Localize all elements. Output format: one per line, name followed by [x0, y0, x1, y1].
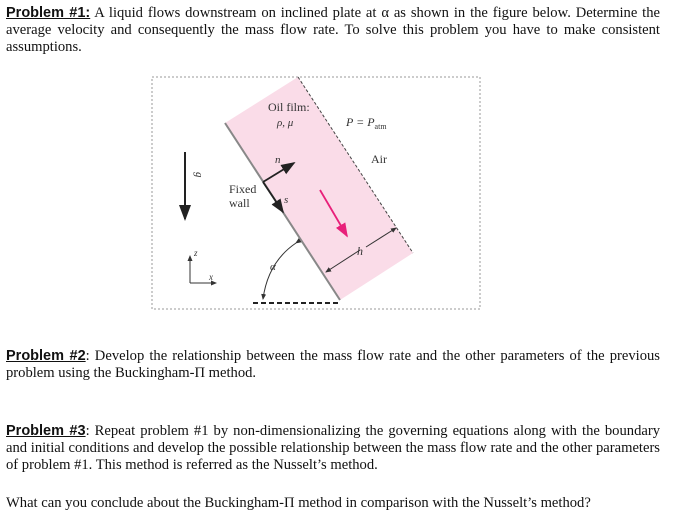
problem-2-text: : Develop the relationship between the mass flow rate and the other parameters of the previous problem using the Buckingham-Π method.: [6, 348, 660, 381]
problem-3: [6, 423, 660, 474]
wall-label: wall: [229, 196, 250, 210]
g-label: g: [193, 172, 205, 178]
problem-2: [6, 348, 660, 382]
alpha-arc-icon: [263, 243, 296, 299]
problem-1-heading: Problem #1:: [6, 5, 91, 21]
problem-3-heading: Problem #3: [6, 423, 86, 439]
pressure-main: P = P: [346, 115, 375, 129]
fixed-label: Fixed: [229, 182, 257, 196]
alpha-label: α: [270, 261, 276, 273]
problem-2-heading: Problem #2: [6, 348, 86, 364]
z-label: z: [194, 248, 198, 258]
props-label: ρ, μ: [277, 117, 294, 129]
problem-3-text: : Repeat problem #1 by non-dimensionalizing the governing equations along with the boundary and initial conditions and develop the possible relationship between the mass flow rate and the other parameters of problem #1. This method is referred as the Nusselt’s method.: [6, 423, 660, 473]
s-label: s: [284, 194, 289, 206]
conclusion-question: What can you conclude about the Buckingham-Π method in comparison with the Nusselt’s method?: [6, 495, 591, 511]
air-label: Air: [371, 152, 387, 166]
h-label: h: [357, 244, 363, 258]
pressure-label: [345, 115, 387, 131]
problem-1-text: A liquid flows downstream on inclined plate at α as shown in the figure below. Determine the average velocity and consequently the mass flow rate. To solve this problem you have to make consistent assumptions.: [6, 5, 661, 55]
oil-film-label: Oil film:: [268, 100, 310, 114]
n-label: n: [275, 154, 281, 166]
pressure-sub: atm: [374, 122, 387, 131]
x-label: x: [209, 272, 213, 282]
